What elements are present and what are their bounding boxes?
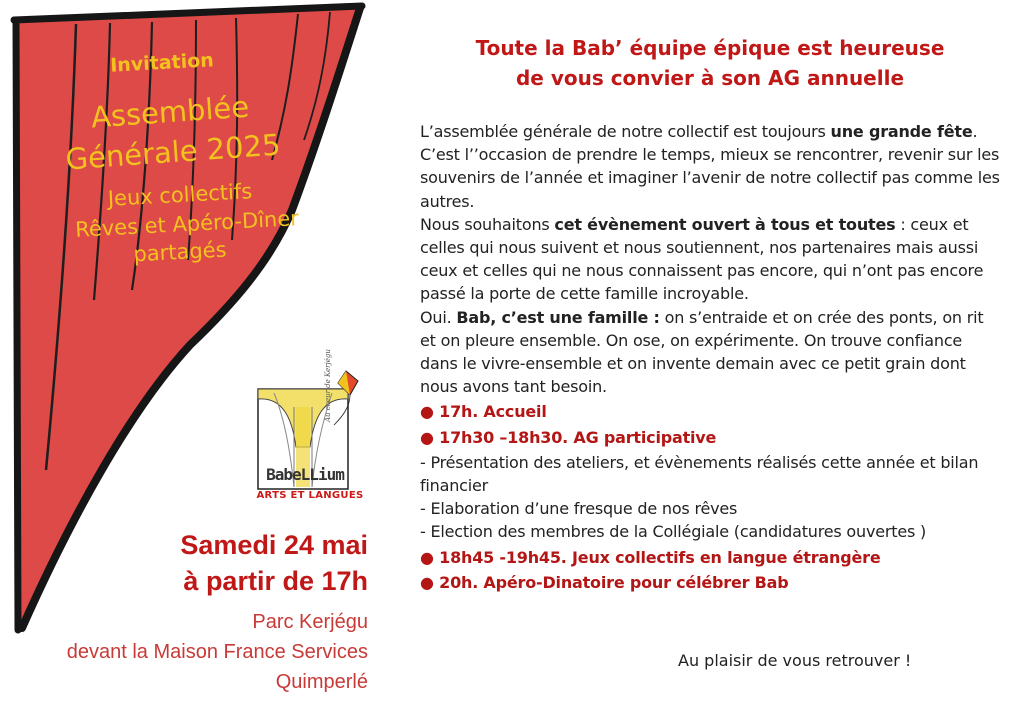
- curtain-left-edge: [16, 20, 18, 630]
- logo-tagline: ARTS ET LANGUES: [256, 490, 364, 501]
- schedule-item-aperitif: ● 20h. Apéro-Dinatoire pour célébrer Bab: [420, 572, 789, 592]
- event-date: Samedi 24 mai: [180, 530, 368, 560]
- emphasis: une grande fête: [830, 122, 973, 141]
- schedule-item-games: ● 18h45 -19h45. Jeux collectifs en langue étrangère: [420, 547, 881, 567]
- invitation-line-dreams: Rêves et Apéro-Dîner: [74, 206, 300, 242]
- event-place-park: Parc Kerjégu: [252, 611, 368, 633]
- text: on s’entraide et on crée des ponts, on rit et on pleure ensemble. On ose, on expérimente. On trouve confiance dans le vivre-ensemble et on invente demain avec ce petit grain dont nous avons tant besoin.: [420, 307, 984, 397]
- headline-line: Toute la Bab’ équipe épique est heureuse: [475, 36, 945, 60]
- babellium-logo: [254, 349, 364, 517]
- paragraph-intro: [420, 120, 1000, 213]
- closing-line: Au plaisir de vous retrouver !: [678, 651, 912, 670]
- emphasis: cet évènement ouvert à tous et toutes: [554, 214, 896, 234]
- invitation-line-general: Générale 2025: [64, 127, 282, 177]
- invitation-line-games: Jeux collectifs: [107, 179, 253, 211]
- agenda-item: - Présentation des ateliers, et évènements réalisés cette année et bilan financier: [420, 452, 979, 496]
- text: L’assemblée générale de notre collectif est toujours: [420, 122, 831, 141]
- logo-wordmark: BabeLLium: [266, 465, 344, 484]
- invitation-label: Invitation: [109, 49, 215, 77]
- invitation-line-shared: partagés: [132, 237, 228, 267]
- agenda-item: - Elaboration d’une fresque de nos rêves: [420, 499, 738, 519]
- schedule-item-welcome: ● 17h. Accueil: [420, 402, 547, 422]
- schedule-item-ag: ● 17h30 –18h30. AG participative: [420, 427, 717, 447]
- text: . C’est l’’occasion de prendre le temps, mieux se rencontrer, revenir sur les souvenirs de l’année et imaginer l’avenir de notre collectif pas comme les autres.: [420, 122, 1000, 211]
- headline-line: de vous convier à son AG annuelle: [515, 66, 905, 90]
- invitation-line-assembly: Assemblée: [89, 89, 251, 135]
- emphasis: Bab, c’est une famille :: [456, 307, 660, 327]
- event-place-town: Quimperlé: [275, 671, 368, 693]
- logo-vertical-text: Au coeur de Kerjégu: [324, 349, 332, 422]
- text: : ceux et celles qui nous suivent et nous soutiennent, nos partenaires mais aussi ceux et celles qui ne nous connaissent pas encore, qui n’ont pas encore passé la porte de cette famille incroyable.: [420, 214, 984, 304]
- headline: [420, 33, 1000, 93]
- paragraph-family: [420, 306, 1000, 399]
- invitation-body: [420, 120, 1000, 596]
- paragraph-open-event: [420, 213, 1000, 306]
- event-time: à partir de 17h: [183, 566, 368, 596]
- text: Nous souhaitons: [420, 214, 555, 234]
- text: Oui.: [420, 307, 457, 327]
- agenda-item: - Election des membres de la Collégiale (candidatures ouvertes ): [420, 522, 927, 542]
- event-place-building: devant la Maison France Services: [66, 641, 368, 663]
